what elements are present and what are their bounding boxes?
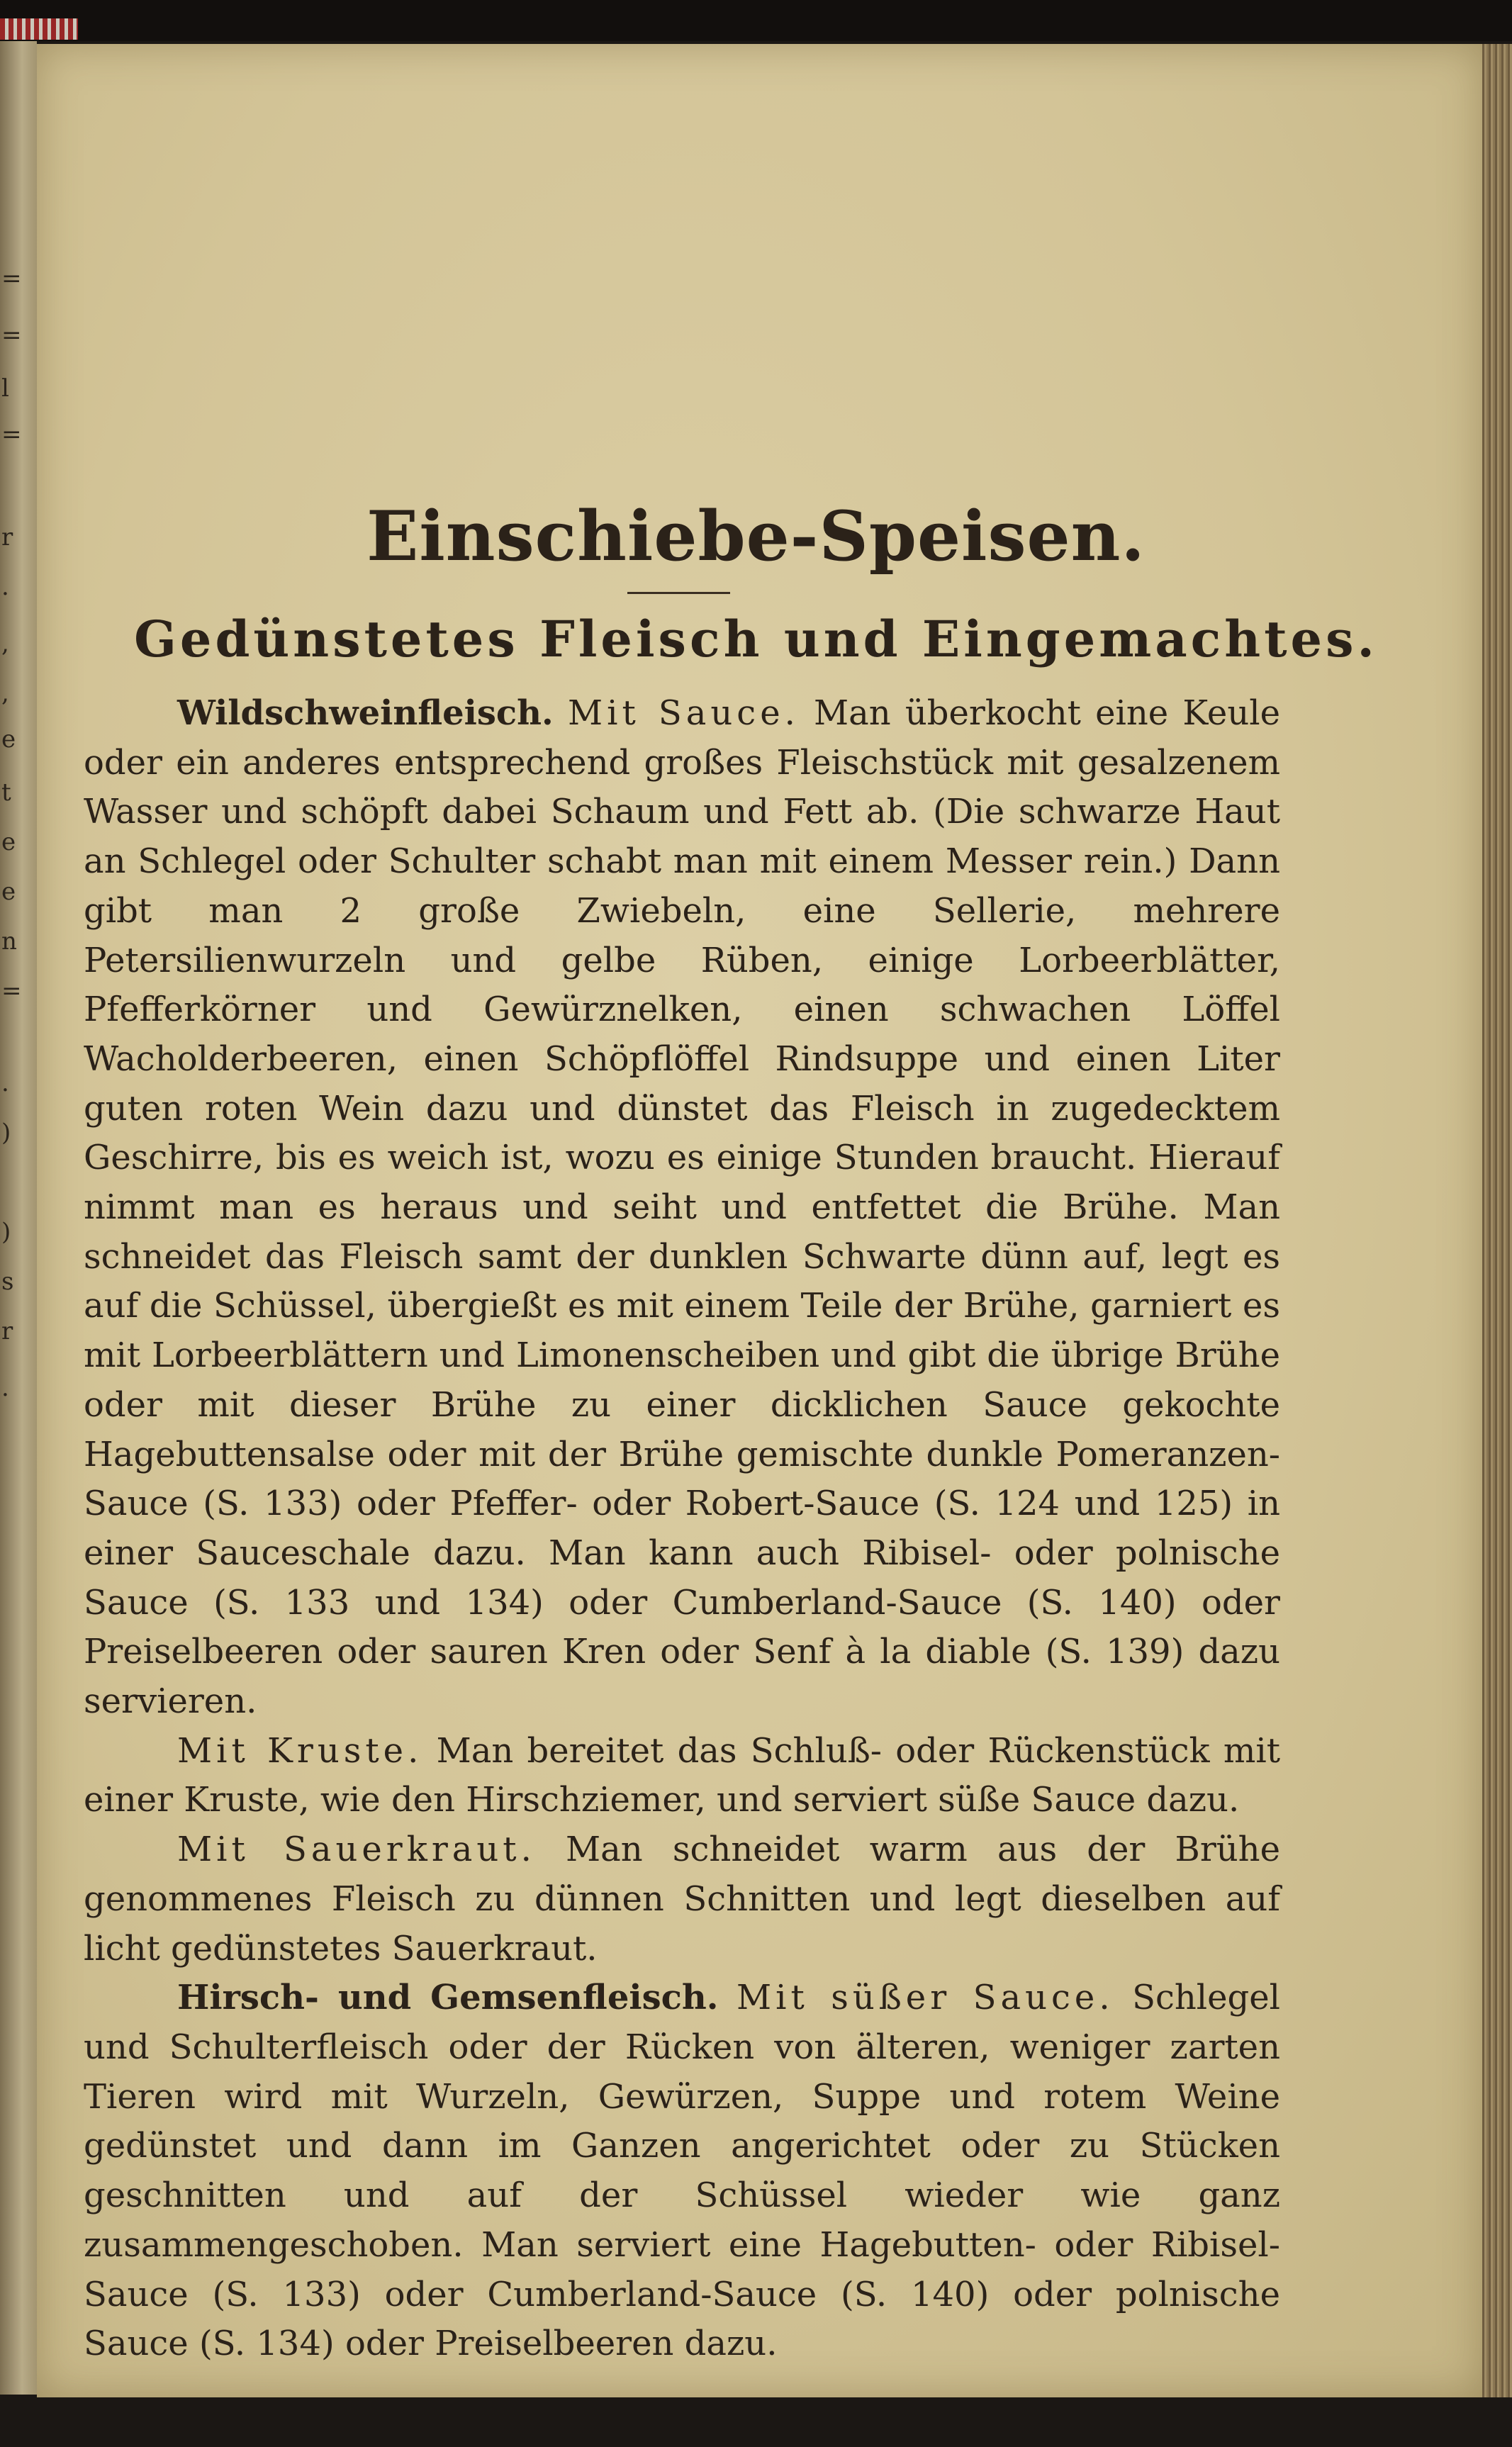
margin-mark: s — [1, 1267, 14, 1296]
margin-mark: ) — [1, 1119, 11, 1147]
page-title: Einschiebe-Speisen. — [366, 496, 1146, 576]
margin-mark: e — [1, 725, 16, 754]
margin-mark: ) — [1, 1218, 11, 1246]
margin-mark: r — [1, 523, 13, 551]
color-calibration-strip — [0, 18, 78, 40]
scan-top-border — [0, 0, 1512, 41]
margin-mark: = — [1, 977, 22, 1005]
margin-mark: l — [1, 374, 9, 403]
margin-mark: . — [1, 1374, 9, 1402]
margin-mark: , — [1, 679, 9, 707]
recipe-text: Man bereitet das Schluß- oder Rückenstück mit einer Kruste, wie den Hirschziemer, und serviert süße Sauce dazu. — [84, 1730, 1281, 1820]
margin-mark: , — [1, 629, 9, 658]
body-text — [84, 689, 1280, 2369]
margin-mark: . — [1, 1069, 9, 1097]
title-divider — [627, 592, 730, 594]
margin-mark: = — [1, 264, 22, 293]
recipe-paragraph — [84, 1825, 1280, 1973]
recipe-heading: Hirsch- und Gemsenfleisch. — [177, 1978, 719, 2018]
margin-mark: e — [1, 878, 16, 906]
recipe-subheading: Mit süßer Sauce. — [736, 1978, 1114, 2018]
recipe-subheading: Mit Sauce. — [567, 693, 800, 733]
recipe-text: Man schneidet warm aus der Brühe genommenes Fleisch zu dünnen Schnitten und legt dieselben auf licht gedünstetes Sauerkraut. — [84, 1830, 1280, 1969]
recipe-text: Schlegel und Schulterfleisch oder der Rücken von älteren, weniger zarten Tieren wird mit Wurzeln, Gewürzen, Suppe und rotem Weine gedünstet und dann im Ganzen angerichtet oder zu Stücken geschnitten und auf der Schüssel wieder wie ganz zusammengeschoben. Man serviert eine Hagebutten- oder Ribisel-Sauce (S. 133) oder Cumberland-Sauce (S. 140) oder polnische Sauce (S. 134) oder Preiselbeeren dazu. — [84, 1978, 1280, 2364]
margin-mark: = — [1, 321, 22, 349]
recipe-paragraph — [84, 1973, 1280, 2369]
recipe-text: Man überkocht eine Keule oder ein anderes entsprechend großes Fleischstück mit gesalzenem Wasser und schöpft dabei Schaum und Fett ab. (Die schwarze Haut an Schlegel oder Schulter schabt man mit einem Messer rein.) Dann gibt man 2 große Zwiebeln, eine Sellerie, mehrere Petersilienwurzeln und gelbe Rüben, einige Lorbeerblätter, Pfefferkörner und Gewürznelken, einen schwachen Löffel Wacholderbeeren, einen Schöpflöffel Rindsuppe und einen Liter guten roten Wein dazu und dünstet das Fleisch in zugedecktem Geschirre, bis es weich ist, wozu es einige Stunden braucht. Hierauf nimmt man es heraus und seiht und entfettet die Brühe. Man schneidet das Fleisch samt der dunklen Schwarte dünn auf, legt es auf die Schüssel, übergießt es mit einem Teile der Brühe, garniert es mit Lorbeerblättern und Limonenscheiben und gibt die übrige Brühe oder mit dieser Brühe zu einer dicklichen Sauce gekochte Hagebuttensalse oder mit der Brühe gemischte dunkle Pomeranzen-Sauce (S. 133) oder Pfeffer- oder Robert-Sauce (S. 124 und 125) in einer Sauceschale dazu. Man kann auch Ribisel- oder polnische Sauce (S. 133 und 134) oder Cumberland-Sauce (S. 140) oder Preiselbeeren oder sauren Kren oder Senf à la diable (S. 139) dazu servieren. — [84, 693, 1280, 1722]
margin-mark: n — [1, 927, 17, 956]
margin-mark: t — [1, 778, 11, 807]
recipe-heading: Wildschweinfleisch. — [177, 693, 554, 733]
margin-mark: = — [1, 420, 22, 449]
recipe-paragraph — [84, 689, 1280, 1727]
margin-mark: r — [1, 1317, 13, 1345]
recipe-paragraph — [84, 1727, 1280, 1825]
page-stack-edge — [1482, 44, 1512, 2397]
margin-mark: . — [1, 573, 9, 601]
recipe-subheading: Mit Kruste. — [177, 1730, 423, 1771]
recipe-subheading: Mit Sauerkraut. — [177, 1830, 536, 1870]
margin-mark: e — [1, 828, 16, 856]
facing-page-edge — [0, 41, 37, 2395]
section-heading: Gedünstetes Fleisch und Eingemachtes. — [134, 610, 1378, 668]
